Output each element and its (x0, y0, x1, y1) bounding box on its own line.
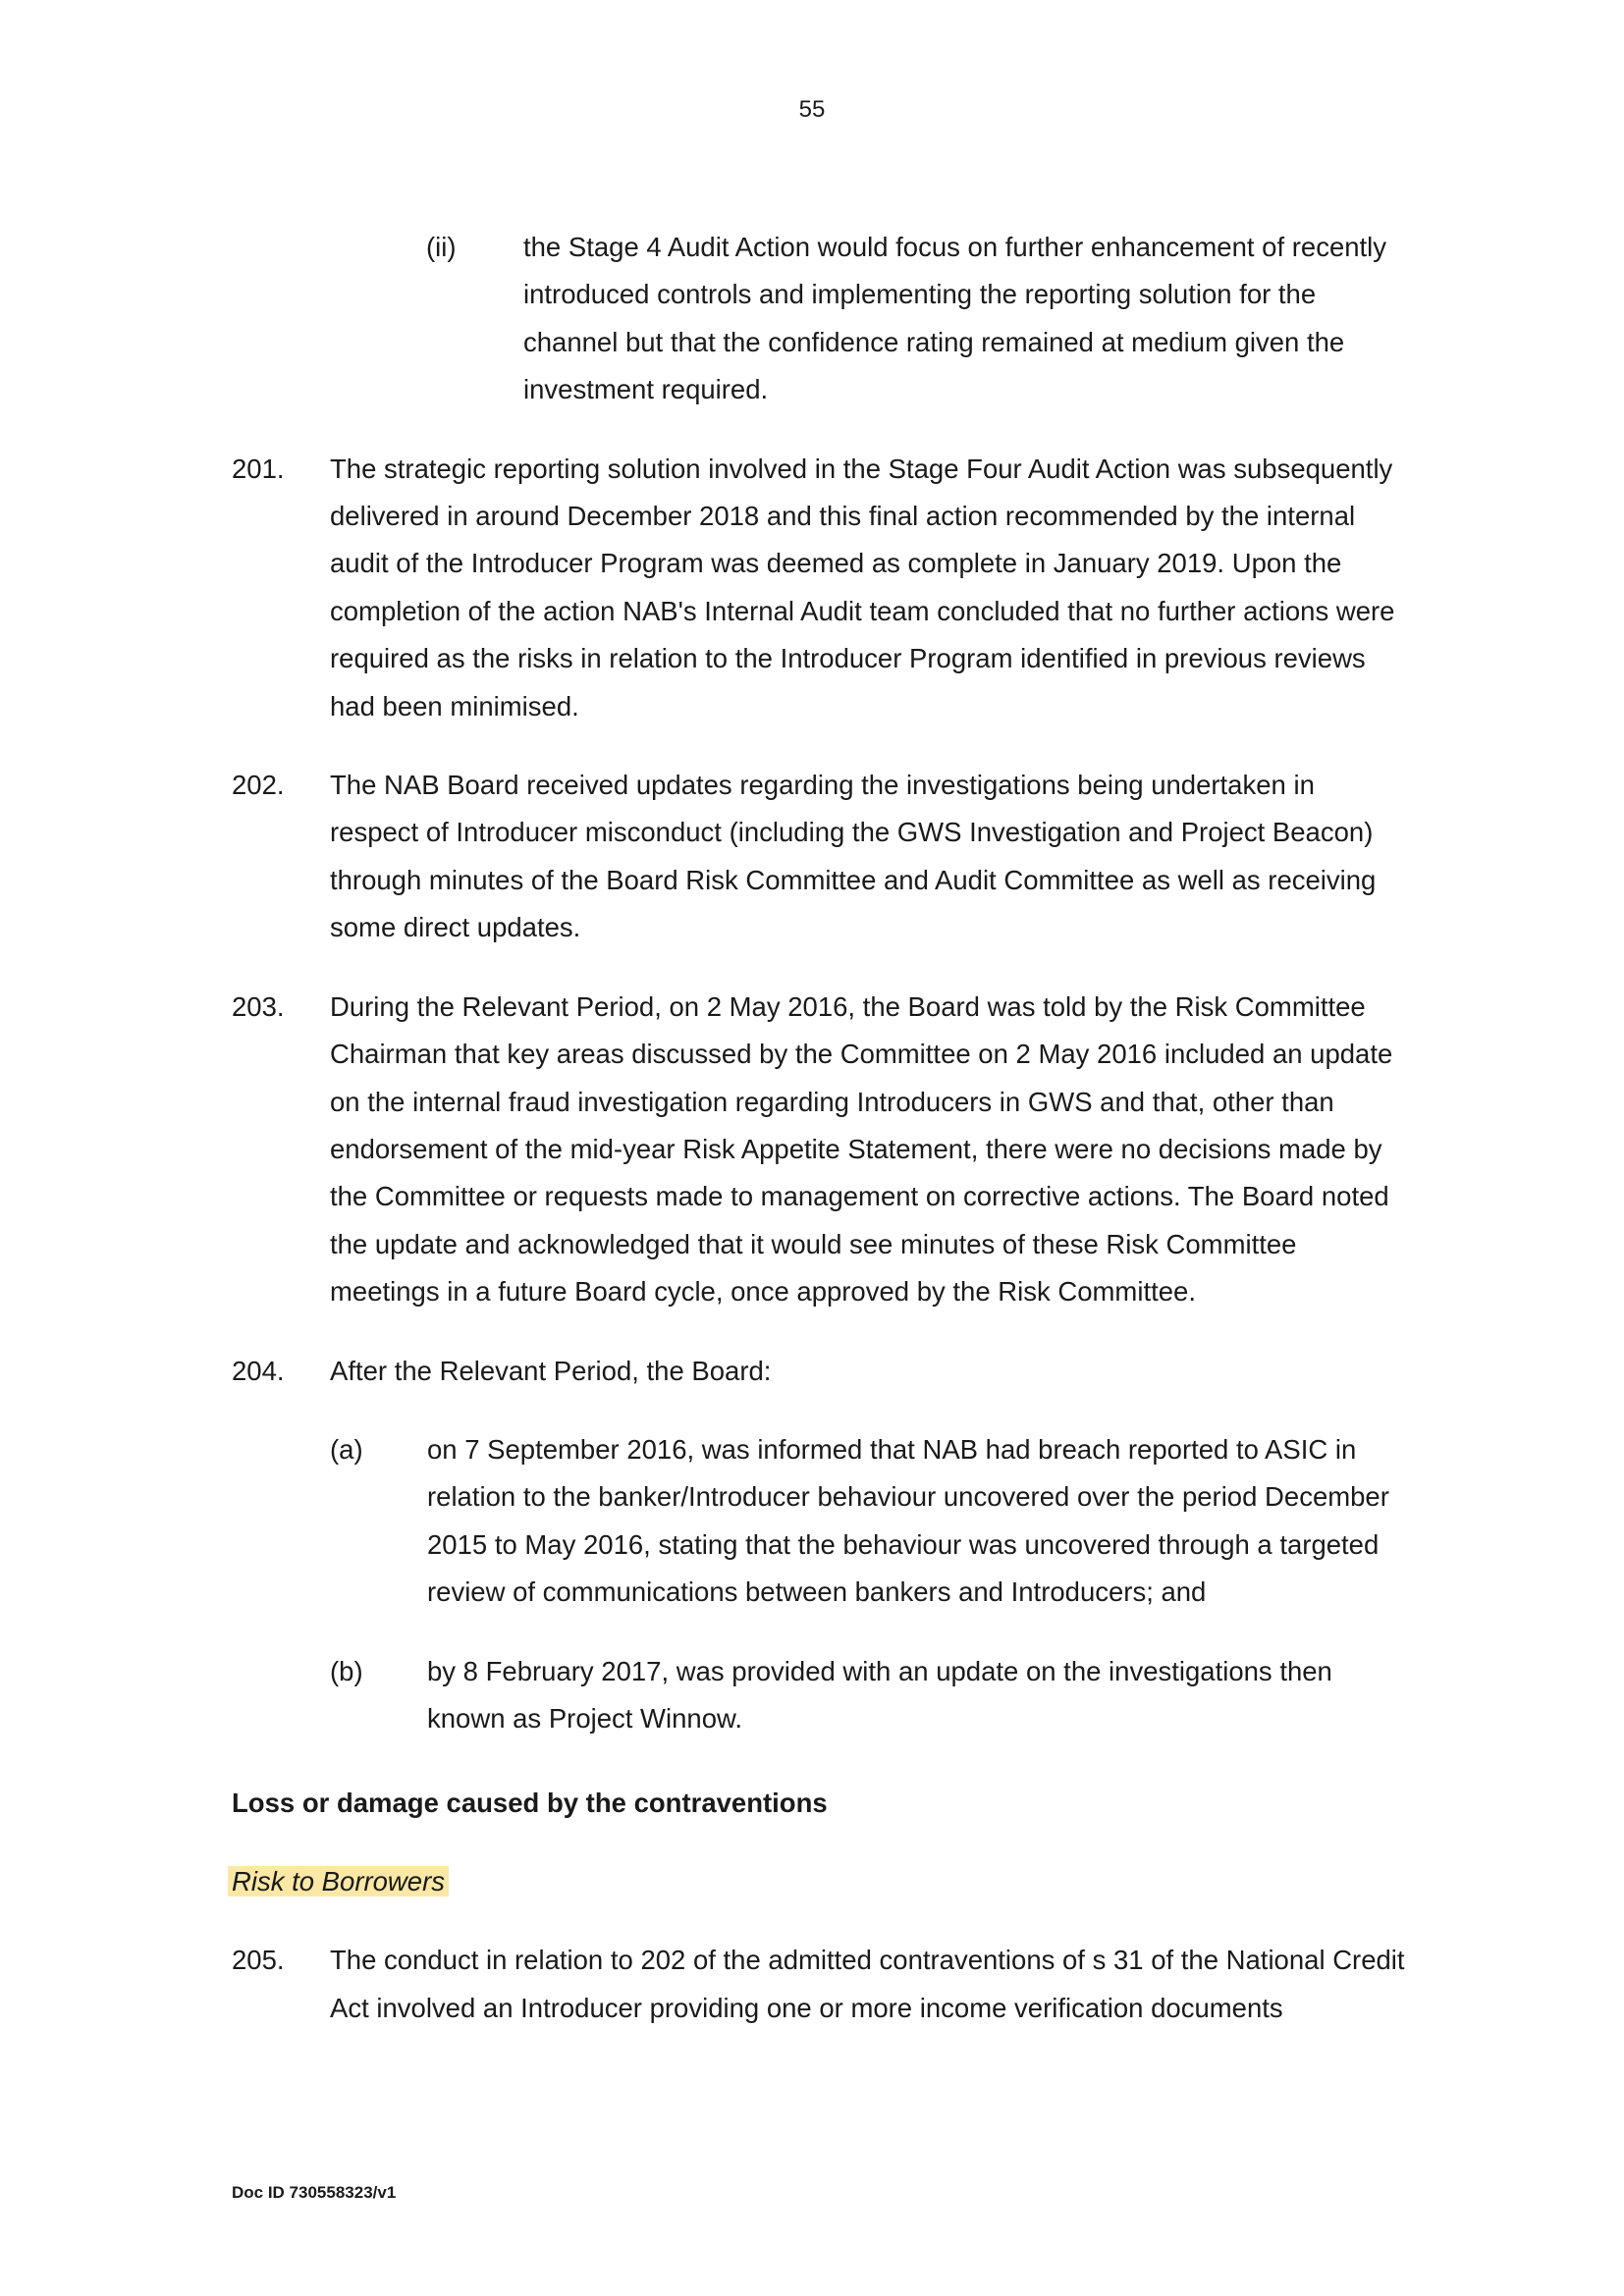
document-body (232, 224, 1410, 2063)
paragraph-text: After the Relevant Period, the Board: (330, 1355, 772, 1386)
subparagraph-number: (b) (330, 1655, 363, 1686)
section-heading: Loss or damage caused by the contraventions (232, 1788, 828, 1819)
paragraph-number: 204. (232, 1355, 285, 1386)
section-subheading (232, 1858, 1410, 1905)
paragraph-202 (232, 762, 1410, 952)
paragraph-number: 203. (232, 990, 285, 1022)
paragraph-number: 201. (232, 453, 285, 484)
highlighted-subheading-text: Risk to Borrowers (228, 1866, 449, 1896)
subparagraph-text: by 8 February 2017, was provided with an update on the investigations then known as Project Winnow. (427, 1655, 1332, 1734)
paragraph-number: 202. (232, 770, 285, 801)
subparagraph-a (330, 1426, 1410, 1617)
page-number: 55 (798, 96, 826, 123)
subparagraph-number: (ii) (426, 232, 457, 262)
paragraph-205 (232, 1937, 1410, 2032)
subparagraph-ii (426, 224, 1408, 414)
paragraph-number: 205. (232, 1945, 285, 1976)
subparagraph-text: on 7 September 2016, was informed that NAB had breach reported to ASIC in relation to the banker/Introducer behaviour uncovered over the period December 2015 to May 2016, stating that the behaviour was uncovered through a targeted review of communications between bankers and Introducers; and (427, 1433, 1389, 1608)
paragraph-text: During the Relevant Period, on 2 May 2016, the Board was told by the Risk Committee Chairman that key areas discussed by the Committee on 2 May 2016 included an update on the internal fraud investigation regarding Introducers in GWS and that, other than endorsement of the mid-year Risk Appetite Statement, there were no decisions made by the Committee or requests made to management on corrective actions. The Board noted the update and acknowledged that it would see minutes of these Risk Committee meetings in a future Board cycle, once approved by the Risk Committee. (330, 990, 1393, 1308)
paragraph-201 (232, 446, 1410, 730)
paragraph-text: The strategic reporting solution involved in the Stage Four Audit Action was subsequently delivered in around December 2018 and this final action recommended by the internal audit of the Introducer Program was deemed as complete in January 2019. Upon the completion of the action NAB's Internal Audit team concluded that no further actions were required as the risks in relation to the Introducer Program identified in previous reviews had been minimised. (330, 453, 1395, 721)
paragraph-text: The NAB Board received updates regarding the investigations being undertaken in respect of Introducer misconduct (including the GWS Investigation and Project Beacon) through minutes of the Board Risk Committee and Audit Committee as well as receiving some direct updates. (330, 770, 1377, 943)
paragraph-text: The conduct in relation to 202 of the admitted contraventions of s 31 of the National Credit Act involved an Introducer providing one or more income verification documents (330, 1945, 1405, 2023)
paragraph-204 (232, 1348, 1410, 1395)
subparagraph-text: the Stage 4 Audit Action would focus on further enhancement of recently introduced controls and implementing the reporting solution for the channel but that the confidence rating remained at medium given the investment required. (523, 232, 1387, 405)
document-id-footer: Doc ID 730558323/v1 (232, 2183, 397, 2202)
paragraph-203 (232, 984, 1410, 1316)
subparagraph-b (330, 1648, 1410, 1743)
subparagraph-number: (a) (330, 1433, 363, 1465)
